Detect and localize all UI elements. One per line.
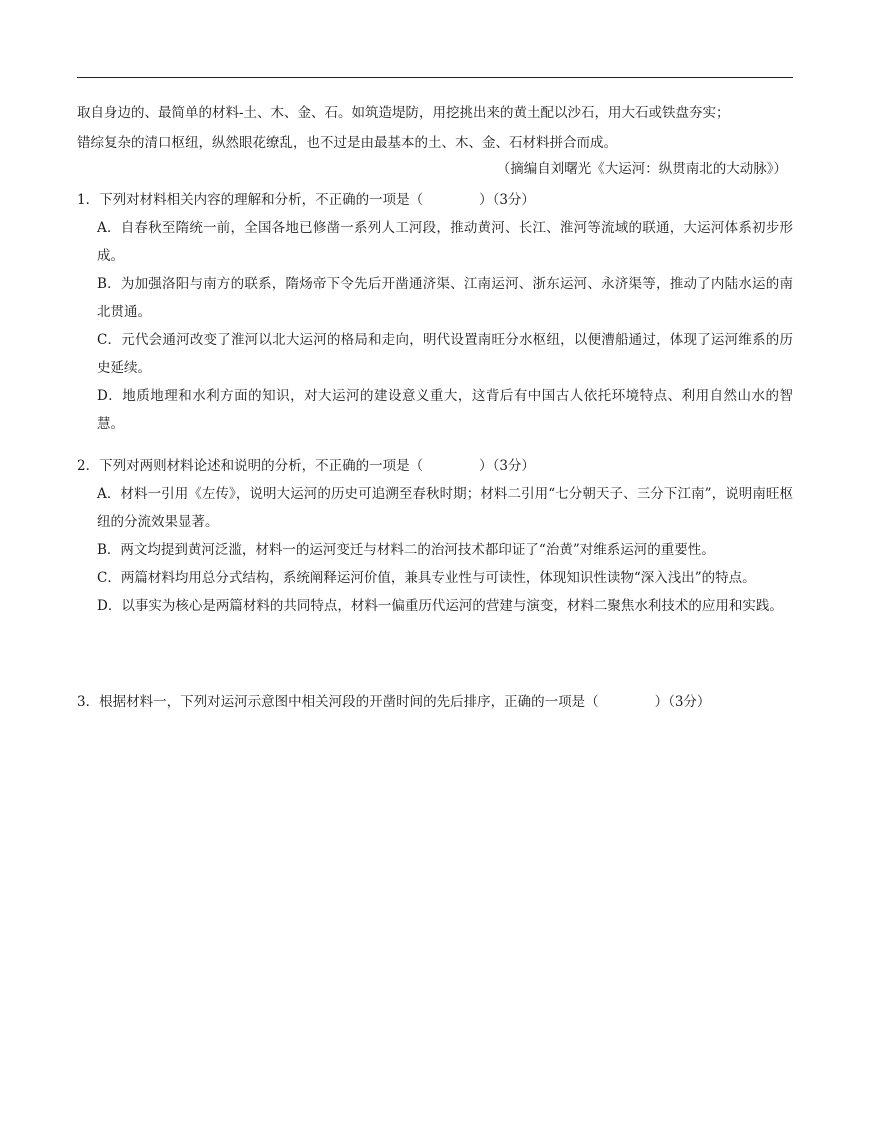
option-a: A．自春秋至隋统一前，全国各地已修凿一系列人工河段，推动黄河、长江、淮河等流域的联通，大运河体系初步形成。 — [97, 220, 793, 264]
question-score: ）（3分） — [654, 694, 711, 710]
question-text: 下列对材料相关内容的理解和分析，不正确的一项是（ — [99, 192, 424, 208]
question-score: ）（3分） — [479, 192, 535, 208]
question-score: ）（3分） — [479, 458, 535, 474]
question-2 — [77, 452, 793, 620]
option-c: C．元代会通河改变了淮河以北大运河的格局和走向，明代设置南旺分水枢纽，以便漕船通过，体现了运河维系的历史延续。 — [97, 332, 793, 376]
question-number: 1． — [77, 192, 100, 208]
option-a: A．材料一引用《左传》，说明大运河的历史可追溯至春秋时期；材料二引用“七分朝天子、三分下江南”，说明南旺枢纽的分流效果显著。 — [97, 486, 793, 530]
passage-source: （摘编自刘曙光《大运河：纵贯南北的大动脉》） — [496, 161, 787, 177]
question-text: 根据材料一，下列对运河示意图中相关河段的开凿时间的先后排序，正确的一项是（ — [99, 694, 599, 710]
header-rule — [77, 77, 793, 78]
question-stem — [77, 452, 793, 480]
passage-line-2: 错综复杂的清口枢纽，纵然眼花缭乱，也不过是由最基本的土、木、金、石材料拼合而成。 — [77, 135, 617, 151]
question-1 — [77, 186, 793, 438]
option-b: B．两文均提到黄河泛滥，材料一的运河变迁与材料二的治河技术都印证了“治黄”对维系运河的重要性。 — [97, 542, 715, 558]
option-d: D．以事实为核心是两篇材料的共同特点，材料一偏重历代运河的营建与演变，材料二聚焦水利技术的应用和实践。 — [97, 598, 783, 614]
option-d: D．地质地理和水利方面的知识，对大运河的建设意义重大，这背后有中国古人依托环境特点、利用自然山水的智慧。 — [97, 388, 793, 432]
question-number: 2． — [77, 458, 100, 474]
passage-excerpt — [77, 98, 793, 158]
question-3 — [77, 688, 793, 716]
option-b: B．为加强洛阳与南方的联系，隋炀帝下令先后开凿通济渠、江南运河、浙东运河、永济渠等，推动了内陆水运的南北贯通。 — [97, 276, 793, 320]
question-stem — [77, 186, 793, 214]
option-c: C．两篇材料均用总分式结构，系统阐释运河价值，兼具专业性与可读性，体现知识性读物“深入浅出”的特点。 — [97, 570, 756, 586]
question-stem — [77, 688, 793, 716]
question-number: 3． — [77, 694, 100, 710]
passage-line-1: 取自身边的、最简单的材料-土、木、金、石。如筑造堤防，用挖挑出来的黄土配以沙石，用大石或铁盘夯实； — [77, 105, 730, 121]
question-text: 下列对两则材料论述和说明的分析，不正确的一项是（ — [99, 458, 424, 474]
